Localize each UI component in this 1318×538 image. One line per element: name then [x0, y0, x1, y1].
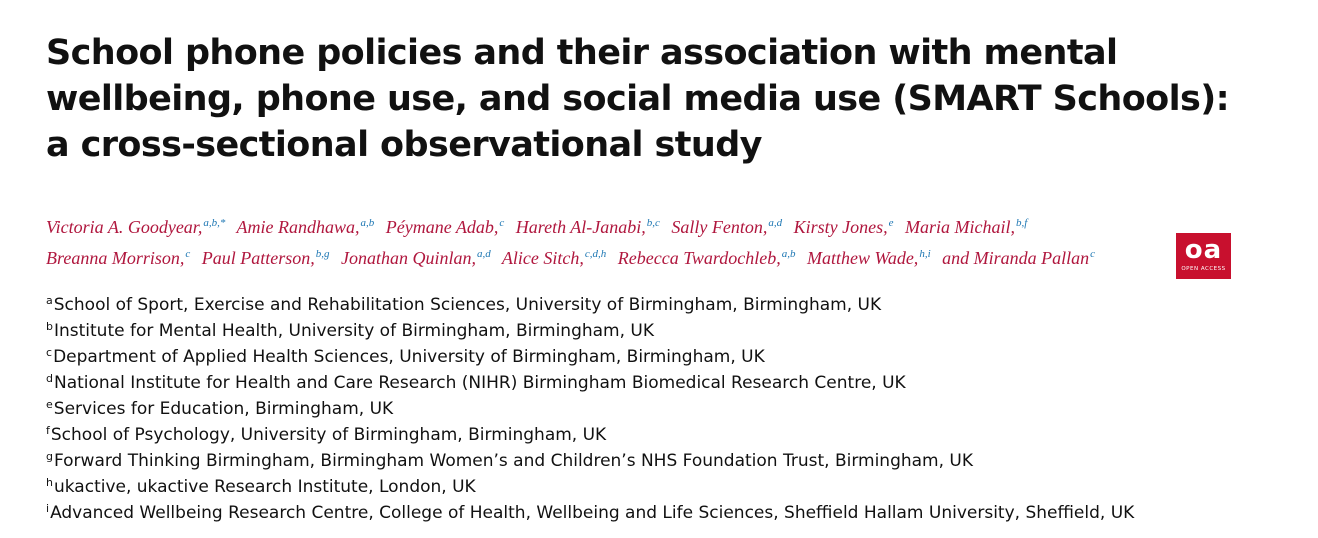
author-affiliation-marks[interactable]: c: [499, 217, 505, 229]
author-affiliation-marks[interactable]: a,d: [768, 217, 783, 229]
author-name: Sally Fenton,: [671, 217, 768, 237]
author[interactable]: [671, 217, 782, 237]
author-affiliation-marks[interactable]: b,f: [1016, 217, 1028, 229]
author[interactable]: [502, 248, 606, 268]
affiliation-item: [46, 474, 1246, 500]
author-name: Jonathan Quinlan,: [340, 248, 476, 268]
author-affiliation-marks[interactable]: a,b,*: [203, 217, 226, 229]
author-name: and Miranda Pallan: [942, 248, 1090, 268]
author[interactable]: [202, 248, 330, 268]
open-access-label: OPEN ACCESS: [1181, 266, 1226, 272]
author-affiliation-marks[interactable]: b,c: [646, 217, 660, 229]
author[interactable]: [46, 248, 190, 268]
affiliation-item: [46, 500, 1246, 526]
affiliation-list: [46, 292, 1246, 526]
author-affiliation-marks[interactable]: e: [888, 217, 894, 229]
affiliation-key: b: [46, 320, 53, 333]
affiliation-text: Advanced Wellbeing Research Centre, College of Health, Wellbeing and Life Sciences, Sheffield Hallam University, Sheffield, UK: [50, 503, 1135, 523]
affiliation-key: a: [46, 294, 53, 307]
author[interactable]: [794, 217, 894, 237]
author[interactable]: [942, 248, 1095, 268]
open-access-logo-text: oa: [1184, 235, 1223, 265]
affiliation-item: [46, 422, 1246, 448]
affiliation-text: School of Psychology, University of Birmingham, Birmingham, UK: [50, 425, 607, 445]
affiliation-item: [46, 370, 1246, 396]
affiliation-key: d: [46, 372, 53, 385]
author[interactable]: [386, 217, 505, 237]
affiliation-key: h: [46, 476, 53, 489]
author[interactable]: [618, 248, 796, 268]
author-name: Victoria A. Goodyear,: [46, 217, 203, 237]
affiliation-text: Institute for Mental Health, University of Birmingham, Birmingham, UK: [53, 321, 655, 341]
affiliation-item: [46, 396, 1246, 422]
author-name: Breanna Morrison,: [46, 248, 185, 268]
author-name: Matthew Wade,: [806, 248, 919, 268]
author[interactable]: [807, 248, 931, 268]
affiliation-item: [46, 292, 1246, 318]
affiliation-key: e: [46, 398, 53, 411]
author-name: Amie Randhawa,: [236, 217, 360, 237]
affiliation-text: Services for Education, Birmingham, UK: [53, 399, 394, 419]
affiliation-item: [46, 448, 1246, 474]
author-list: [46, 212, 1156, 274]
affiliation-key: g: [46, 450, 53, 463]
author-name: Kirsty Jones,: [793, 217, 888, 237]
author-affiliation-marks[interactable]: h,i: [919, 248, 931, 260]
article-title: [46, 30, 1230, 168]
affiliation-key: c: [46, 346, 53, 359]
author-affiliation-marks[interactable]: c: [185, 248, 191, 260]
author[interactable]: [341, 248, 491, 268]
author[interactable]: [516, 217, 660, 237]
author-line-2: [46, 243, 1156, 274]
author-name: Alice Sitch,: [501, 248, 584, 268]
author-name: Paul Patterson,: [201, 248, 315, 268]
author-name: Péymane Adab,: [385, 217, 499, 237]
author-affiliation-marks[interactable]: a,b: [781, 248, 796, 260]
affiliation-text: School of Sport, Exercise and Rehabilitation Sciences, University of Birmingham, Birmingham, UK: [53, 295, 882, 315]
affiliation-text: ukactive, ukactive Research Institute, London, UK: [53, 477, 476, 497]
title-line: wellbeing, phone use, and social media use (SMART Schools):: [46, 79, 1230, 119]
affiliation-text: National Institute for Health and Care Research (NIHR) Birmingham Biomedical Research Centre, UK: [53, 373, 906, 393]
affiliation-key: f: [46, 424, 50, 437]
author[interactable]: [905, 217, 1027, 237]
affiliation-text: Department of Applied Health Sciences, University of Birmingham, Birmingham, UK: [53, 347, 765, 367]
author-name: Hareth Al-Janabi,: [515, 217, 646, 237]
open-access-badge: [1176, 233, 1231, 279]
affiliation-item: [46, 318, 1246, 344]
author-name: Maria Michail,: [905, 217, 1016, 237]
affiliation-item: [46, 344, 1246, 370]
author-line-1: [46, 212, 1156, 243]
author-affiliation-marks[interactable]: c: [1090, 248, 1096, 260]
author-affiliation-marks[interactable]: c,d,h: [584, 248, 607, 260]
title-line: a cross-sectional observational study: [46, 125, 762, 165]
author-affiliation-marks[interactable]: a,b: [360, 217, 375, 229]
author[interactable]: [237, 217, 375, 237]
title-line: School phone policies and their association with mental: [46, 33, 1118, 73]
author-affiliation-marks[interactable]: a,d: [476, 248, 491, 260]
author[interactable]: [46, 217, 225, 237]
author-affiliation-marks[interactable]: b,g: [315, 248, 330, 260]
author-name: Rebecca Twardochleb,: [617, 248, 781, 268]
affiliation-key: i: [46, 502, 50, 515]
affiliation-text: Forward Thinking Birmingham, Birmingham Women’s and Children’s NHS Foundation Trust, Birmingham, UK: [53, 451, 974, 471]
